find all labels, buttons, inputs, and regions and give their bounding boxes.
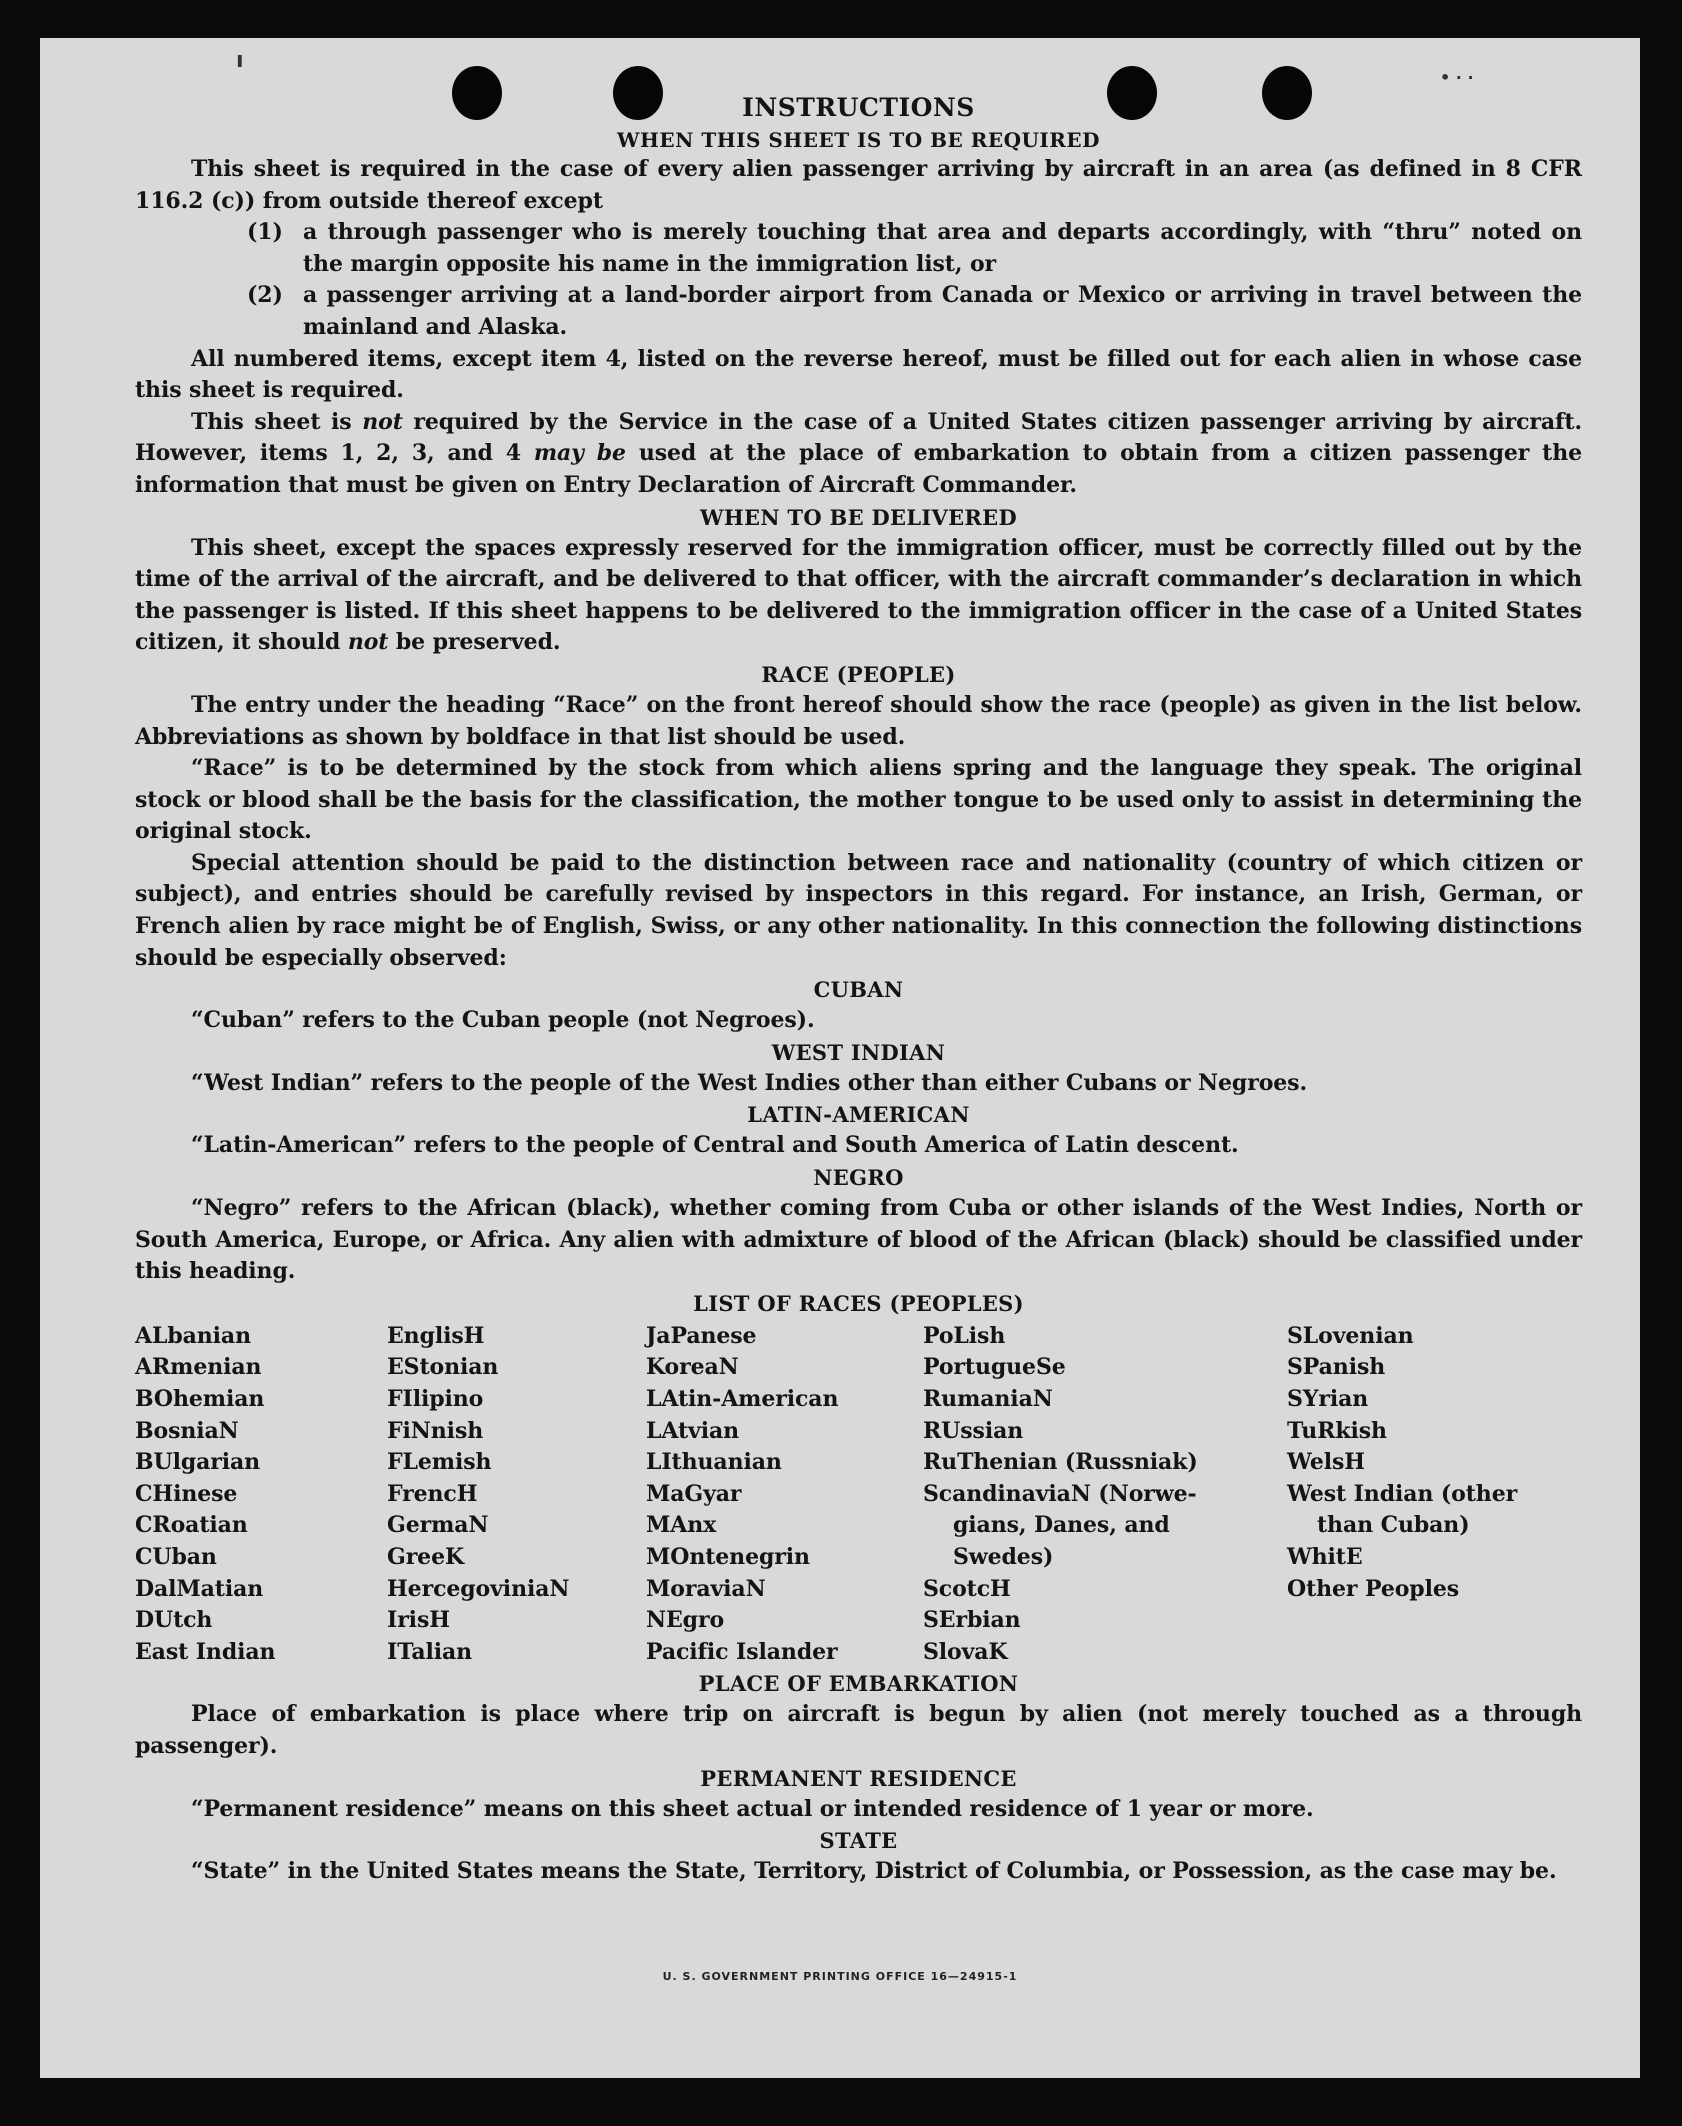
race-entry: BUlgarian	[135, 1449, 261, 1476]
race-entry: FrencH	[387, 1480, 478, 1507]
race-entry: SErbian	[923, 1607, 1021, 1634]
race-entry: Pacific Islander	[646, 1638, 838, 1665]
state-text: “State” in the United States means the State, Territory, District of Columbia, or Possession, as the case may be.	[191, 1858, 1557, 1885]
race-entry: RuThenian (Russniak)	[923, 1449, 1198, 1476]
residence-text: “Permanent residence” means on this sheet actual or intended residence of 1 year or more.	[191, 1795, 1314, 1822]
race-entry: WelsH	[1287, 1449, 1365, 1476]
race-entry: MaGyar	[646, 1480, 742, 1507]
race-entry: LIthuanian	[646, 1449, 782, 1476]
race-entry: ScotcH	[923, 1575, 1011, 1602]
race-para-2: “Race” is to be determined by the stock from which aliens spring and the language they speak. The original stock or blood shall be the basis for the classification, the mother tongue to be used only to assist in determining the original stock.	[135, 755, 1582, 845]
heading-instructions: INSTRUCTIONS	[742, 93, 975, 122]
race-entry: gians, Danes, and	[953, 1512, 1170, 1539]
heading-list-of-races: LIST OF RACES (PEOPLES)	[693, 1290, 1024, 1316]
emphasis-text: not	[362, 408, 403, 435]
race-entry: HercegoviniaN	[387, 1575, 570, 1602]
required-intro: This sheet is required in the case of every alien passenger arriving by aircraft in an area (as defined in 8 CFR 116.2 (c)) from outside thereof except	[135, 156, 1582, 214]
text-run: required by the Service in the case of a United States citizen passenger arriving by aircraft. However, items 1, 2, 3, and 4	[135, 408, 1583, 467]
scan-speck: ı	[236, 48, 244, 73]
printing-office-imprint: U. S. GOVERNMENT PRINTING OFFICE 16—24915-1	[662, 1970, 1018, 1983]
race-entry: DalMatian	[135, 1575, 264, 1602]
heading-west-indian: WEST INDIAN	[771, 1039, 946, 1065]
race-entry: RUssian	[923, 1417, 1024, 1444]
race-entry: ITalian	[387, 1638, 473, 1665]
race-entry: CHinese	[135, 1480, 238, 1507]
exception-item	[135, 280, 1582, 343]
race-entry: DUtch	[135, 1607, 213, 1634]
text-run: be preserved.	[388, 629, 561, 656]
race-entry: LAtvian	[646, 1417, 740, 1444]
exception-item	[135, 217, 1582, 280]
text-run: used at the place of embarkation to obtain from a citizen passenger the information that must be given on Entry Declaration of Aircraft Commander.	[135, 440, 1582, 498]
instructions-text	[135, 90, 1582, 1888]
cuban-text: “Cuban” refers to the Cuban people (not Negroes).	[191, 1007, 815, 1034]
race-entry: CRoatian	[135, 1512, 248, 1539]
emphasis-text: not	[347, 629, 389, 656]
race-entry: SYrian	[1287, 1386, 1369, 1412]
races-column-5	[1287, 1321, 1582, 1669]
race-entry: BosniaN	[135, 1417, 239, 1444]
heading-when-delivered: WHEN TO BE DELIVERED	[699, 504, 1017, 530]
races-column-3	[646, 1321, 923, 1669]
race-entry: IrisH	[387, 1607, 450, 1634]
race-entry: GermaN	[387, 1512, 489, 1539]
scan-speck: • · ·	[1440, 68, 1474, 87]
race-entry: MOntenegrin	[646, 1543, 810, 1570]
race-entry: East Indian	[135, 1638, 276, 1665]
race-entry: GreeK	[387, 1543, 464, 1570]
races-column-1	[135, 1321, 387, 1669]
race-entry: SLovenian	[1287, 1322, 1414, 1349]
race-entry: EStonian	[387, 1354, 499, 1381]
race-entry: WhitE	[1287, 1543, 1363, 1570]
negro-text: “Negro” refers to the African (black), whether coming from Cuba or other islands of the West Indies, North or South America, Europe, or Africa. Any alien with admixture of blood of the African (black) should be classified under this heading.	[135, 1195, 1582, 1285]
race-entry: SPanish	[1287, 1354, 1386, 1381]
race-entry: FLemish	[387, 1449, 492, 1476]
embarkation-text: Place of embarkation is place where trip on aircraft is begun by alien (not merely touched as a through passenger).	[135, 1701, 1582, 1759]
required-para-citizen	[135, 407, 1582, 502]
required-para-items: All numbered items, except item 4, listed on the reverse hereof, must be filled out for each alien in whose case this sheet is required.	[135, 345, 1582, 404]
emphasis-text: may be	[533, 440, 626, 467]
race-para-1: The entry under the heading “Race” on the front hereof should show the race (people) as given in the list below. Abbreviations as shown by boldface in that list should be used.	[135, 691, 1582, 750]
race-entry: ARmenian	[135, 1354, 262, 1381]
race-entry: EnglisH	[387, 1322, 485, 1349]
race-entry: Swedes)	[953, 1543, 1054, 1570]
race-entry: FiNnish	[387, 1417, 484, 1444]
race-entry: MoraviaN	[646, 1575, 766, 1602]
heading-state: STATE	[819, 1828, 898, 1854]
race-entry: NEgro	[646, 1607, 725, 1634]
heading-latin-american: LATIN-AMERICAN	[747, 1102, 970, 1128]
west-indian-text: “West Indian” refers to the people of the West Indies other than either Cubans or Negroes.	[191, 1069, 1308, 1096]
races-list	[135, 1321, 1582, 1669]
race-entry: Other Peoples	[1287, 1575, 1460, 1602]
race-entry: CUban	[135, 1543, 217, 1570]
heading-embarkation: PLACE OF EMBARKATION	[698, 1671, 1019, 1697]
race-entry: BOhemian	[135, 1386, 265, 1412]
race-entry: PoLish	[923, 1322, 1006, 1349]
race-entry: than Cuban)	[1317, 1512, 1470, 1539]
race-entry: ScandinaviaN (Norwe-	[923, 1480, 1197, 1507]
exception-text: a passenger arriving at a land-border airport from Canada or Mexico or arriving in travel between the mainland and Alaska.	[303, 282, 1582, 340]
race-entry: JaPanese	[646, 1322, 757, 1349]
race-entry: MAnx	[646, 1512, 717, 1539]
race-entry: KoreaN	[646, 1354, 739, 1381]
delivered-para	[135, 533, 1582, 659]
race-entry: LAtin-American	[646, 1386, 839, 1412]
race-para-3: Special attention should be paid to the distinction between race and nationality (country of which citizen or subject), and entries should be carefully revised by inspectors in this regard. For instance, an Irish, German, or French alien by race might be of English, Swiss, or any other nationality. In this connection the following distinctions should be especially observed:	[135, 849, 1582, 971]
race-entry: FIlipino	[387, 1386, 484, 1412]
document-page	[40, 38, 1640, 2078]
exception-number: (1)	[247, 219, 283, 246]
races-column-4	[923, 1321, 1287, 1669]
race-entry: West Indian (other	[1287, 1480, 1518, 1507]
text-run: This sheet is	[191, 408, 363, 435]
race-entry: SlovaK	[923, 1638, 1008, 1665]
race-entry: RumaniaN	[923, 1386, 1053, 1412]
race-entry: ALbanian	[135, 1322, 251, 1349]
exception-number: (2)	[247, 282, 283, 309]
exception-text: a through passenger who is merely touching that area and departs accordingly, with “thru” noted on the margin opposite his name in the immigration list, or	[303, 219, 1582, 277]
text-run: This sheet, except the spaces expressly reserved for the immigration officer, must be correctly filled out by the time of the arrival of the aircraft, and be delivered to that officer, with the aircraft commander’s declaration in which the passenger is listed. If this sheet happens to be delivered to the immigration officer in the case of a United States citizen, it should	[135, 534, 1582, 656]
heading-permanent-residence: PERMANENT RESIDENCE	[700, 1765, 1017, 1791]
race-entry: TuRkish	[1287, 1417, 1387, 1444]
heading-cuban: CUBAN	[813, 977, 904, 1003]
races-column-2	[387, 1321, 646, 1669]
race-entry: PortugueSe	[923, 1354, 1066, 1381]
heading-when-required: WHEN THIS SHEET IS TO BE REQUIRED	[617, 128, 1100, 152]
heading-negro: NEGRO	[813, 1165, 904, 1191]
heading-race: RACE (PEOPLE)	[761, 661, 956, 687]
latin-american-text: “Latin-American” refers to the people of Central and South America of Latin descent.	[191, 1132, 1239, 1159]
